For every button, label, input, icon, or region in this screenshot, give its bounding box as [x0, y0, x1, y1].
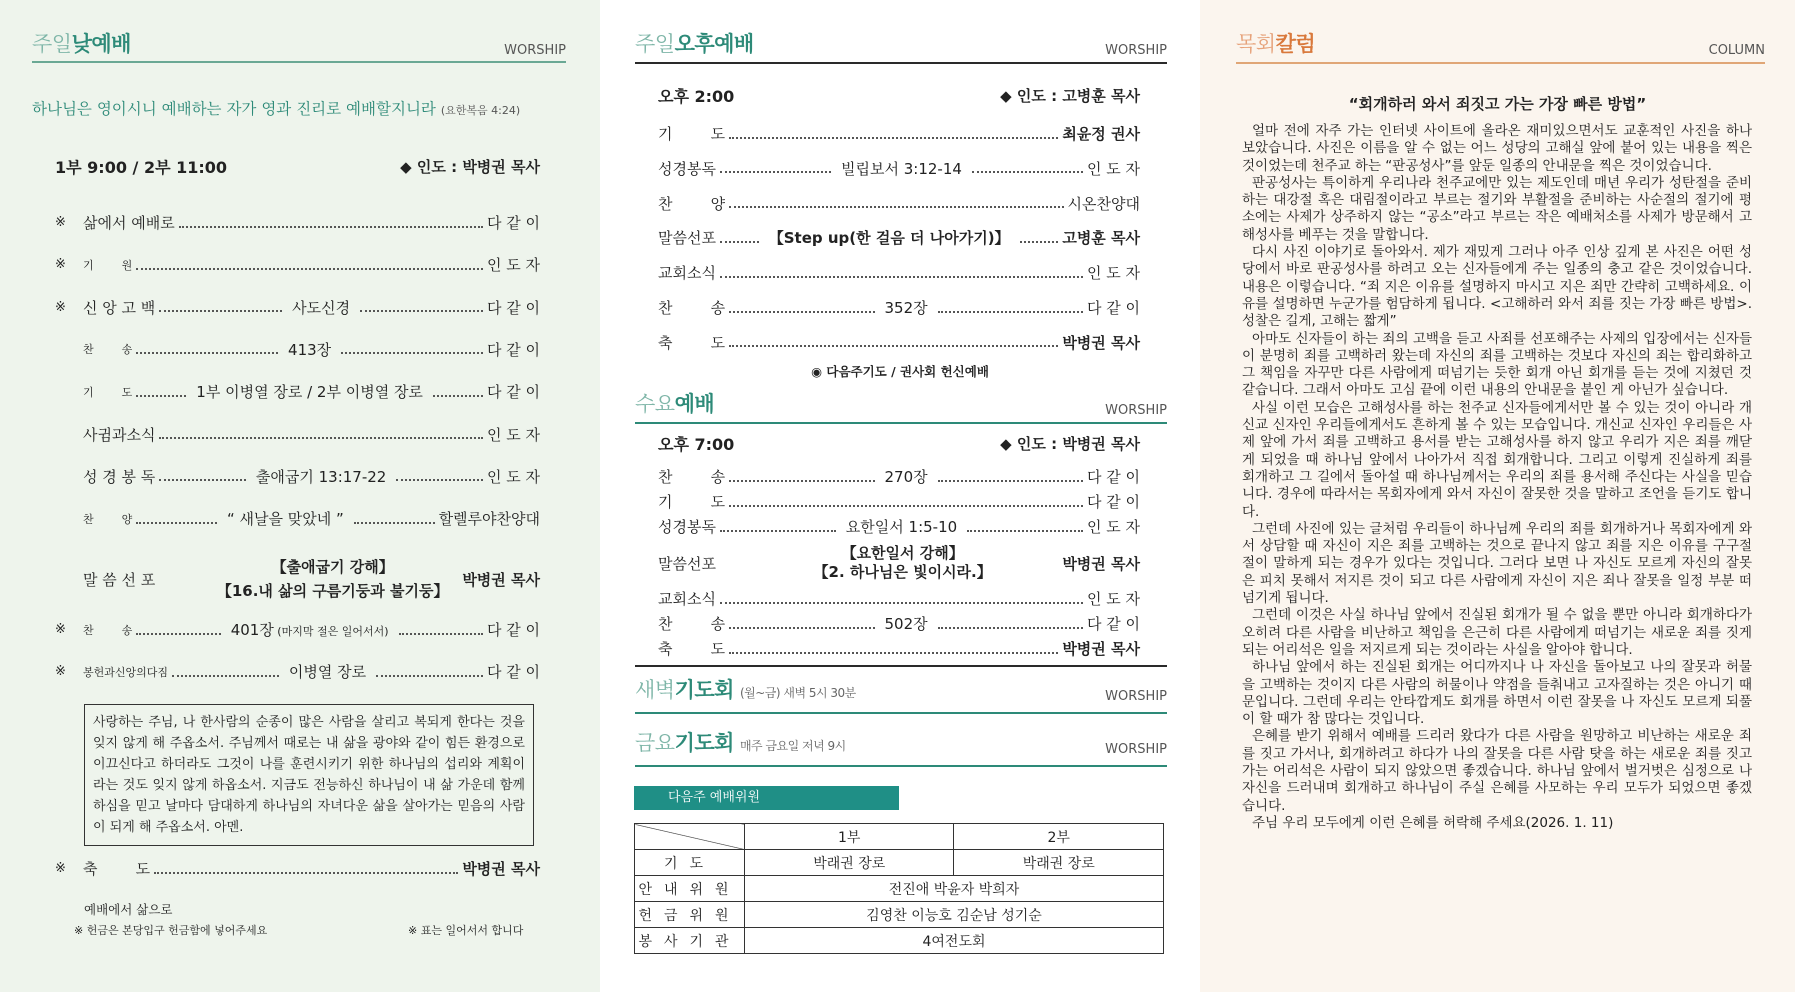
order-row — [658, 638, 1140, 659]
order-label: 말씀선포 — [658, 229, 716, 248]
order-label: 봉헌과신앙의다짐 — [83, 665, 169, 679]
service-time-row — [658, 84, 1140, 107]
order-value: 다 같 이 — [486, 663, 540, 681]
table-row-label: 안내위원 — [635, 876, 745, 902]
column-paragraph: 다시 사진 이야기로 돌아와서. 제가 재밌게 그러나 아주 인상 깊게 본 사진은 어떤 성당에서 바로 판공성사를 하려고 오는 신자들에게 주는 일종의 충고 같은 것이었습니다. 내용은 이렇습니다. “죄 지은 이유를 설명하지 마시고 지은 죄만 간략히 고백하세요. 이유를 설명하면 누군가를 험담하게 됩니다. <고해하러 와서 죄를 짓는 가장 빠른 방법>. 성찰은 길게, 고해는 짧게” — [1242, 244, 1752, 330]
order-row — [658, 466, 1140, 487]
order-label: 성경봉독 — [658, 518, 716, 536]
order-row — [55, 212, 540, 233]
order-label: 찬 송 — [658, 615, 726, 633]
column-paragraph: 그런데 사진에 있는 글처럼 우리들이 하나님께 우리의 죄를 회개하거나 목회자에게 와서 상담할 때 자신이 지은 죄를 고백하는 것으로 끝나지 않고 죄를 지은 이유를 구구절절이 말하게 되는 경우가 있다는 것입니다. 그러다 보면 나 자신도 모르게 자신의 잘못은 피치 못해서 저지른 것이 되고 다른 사람에게 자신이 지은 죄나 잘못을 일정 부분 떠넘기게 됩니다. — [1242, 520, 1752, 607]
order-row — [658, 123, 1140, 144]
sermon-title: 【출애굽기 강해】 【16.내 삶의 구름기둥과 불기둥】 — [216, 558, 449, 600]
order-row — [55, 381, 540, 402]
divider — [635, 62, 1167, 64]
order-row — [55, 508, 540, 529]
section-header — [1236, 28, 1765, 58]
order-value: 다 같 이 — [1087, 299, 1141, 317]
table-row-label: 기도 — [635, 850, 745, 876]
table-header-cell: 2부 — [954, 824, 1164, 850]
order-row — [658, 332, 1140, 353]
column-paragraph: 판공성사는 특이하게 우리나라 천주교에만 있는 제도인데 매년 우리가 성탄절을 준비하는 대강절 혹은 대림절이라고 부르는 절기와 부활절을 준비하는 사순절의 절기에 평소에는 사제가 상주하지 않는 “공소”라고 부르는 작은 예배처소를 사제가 방문해서 고해성사를 베푸는 것을 말합니다. — [1242, 174, 1752, 243]
leader-dots — [729, 652, 1058, 654]
order-row — [55, 339, 540, 360]
leader-dots — [341, 352, 483, 354]
leader-dots — [399, 633, 483, 635]
section-header — [635, 727, 1167, 757]
table-row — [635, 850, 1164, 876]
leader-dots — [729, 345, 1058, 347]
order-label: 찬 송 — [83, 343, 133, 357]
order-label: 기 원 — [83, 258, 133, 272]
order-value: 다 같 이 — [1086, 493, 1140, 511]
order-label: 찬 송 — [83, 623, 133, 637]
leader-dots — [729, 137, 1058, 139]
leader-dots — [729, 505, 1083, 507]
order-label: 축 도 — [83, 860, 151, 878]
leader-dots — [159, 437, 483, 439]
service-time: 오후 2:00 — [658, 87, 735, 106]
leader-dots — [938, 480, 1083, 482]
column-heading: “회개하러 와서 죄짓고 가는 가장 빠른 방법” — [1348, 95, 1647, 113]
order-value: 인 도 자 — [1086, 159, 1140, 178]
leader-dots — [720, 602, 1083, 604]
divider — [635, 665, 1167, 667]
standing-mark: ※ — [55, 622, 66, 637]
order-detail: 1부 이병열 장로 / 2부 이병열 장로 — [196, 383, 423, 402]
column-paragraph: 아마도 신자들이 하는 죄의 고백을 듣고 사죄를 선포해주는 사제의 입장에서는 신자들이 분명히 죄를 고백하러 왔는데 자신의 죄를 고백하는 것보다 자신의 죄는 합리화하고 그 책임을 자꾸만 다른 사람에게 떠넘기는 듯한 회개 아닌 회개를 듣는 것에 지쳤던 것 같습니다. 그래서 아마도 고심 끝에 이런 내용의 안내문을 붙인 게 아닌가 싶습니다. — [1242, 330, 1752, 399]
order-detail: 270장 — [884, 468, 928, 486]
order-detail: 사도신경 — [292, 298, 351, 317]
order-row — [658, 193, 1140, 214]
leader-dots — [136, 395, 186, 397]
divider — [635, 712, 1167, 714]
section-title: 주일오후예배 — [635, 32, 754, 56]
footer-note-standing: ※ 표는 일어서서 합니다 — [408, 924, 524, 937]
sermon-title: 【요한일서 강해】 【2. 하나님은 빛이시라.】 — [813, 544, 992, 581]
order-label: 찬 송 — [658, 468, 726, 486]
order-detail: 401장 (마지막 절은 일어서서) — [230, 621, 389, 639]
divider — [32, 61, 566, 63]
order-value: 고병훈 목사 — [1062, 229, 1141, 248]
leader-dots — [938, 627, 1083, 629]
order-label: 교회소식 — [658, 264, 716, 283]
leader-dots — [729, 311, 874, 313]
order-row — [55, 619, 540, 640]
sunday-worship-panel — [0, 0, 600, 992]
leader-dots — [433, 395, 483, 397]
footer-motto: 예배에서 삶으로 — [84, 902, 173, 917]
section-tag: WORSHIP — [1105, 742, 1167, 757]
service-time: 오후 7:00 — [658, 435, 735, 454]
order-row — [55, 297, 540, 318]
section-header — [32, 28, 566, 58]
leader-dots — [729, 480, 874, 482]
table-cell: 박래권 장로 — [745, 850, 954, 876]
service-leader: ◆ 인도 : 박병권 목사 — [1000, 435, 1140, 453]
order-value: 다 같 이 — [486, 298, 540, 317]
table-cell: 김영찬 이능호 김순남 성기순 — [745, 902, 1164, 928]
service-time-row — [658, 432, 1140, 455]
order-label: 삶에서 예배로 — [83, 214, 175, 232]
leader-dots — [396, 479, 483, 481]
order-value: 인 도 자 — [486, 467, 540, 486]
committee-table — [634, 823, 1164, 954]
table-header-cell: 1부 — [745, 824, 954, 850]
leader-dots — [720, 530, 836, 532]
leader-dots — [179, 226, 483, 228]
order-label: 축 도 — [658, 333, 726, 352]
section-tag: WORSHIP — [1105, 689, 1167, 704]
order-label: 신 앙 고 백 — [83, 298, 156, 317]
order-label: 축 도 — [658, 640, 726, 658]
table-corner-cell — [635, 824, 745, 850]
order-value: 다 같 이 — [1087, 615, 1141, 633]
column-paragraph: 사실 이런 모습은 고해성사를 하는 천주교 신자들에게서만 볼 수 있는 것이 아니라 개신교 신자인 우리들에게서도 흔하게 볼 수 있는 모습입니다. 개신교 신자인 우리들은 사제 앞에 가서 죄를 고백하고 용서를 받는 고해성사를 하지 않고 우리가 지은 죄를 깨닫게 되었을 때 하나님 앞에서 나아가서 직접 회개합니다. 그리고 이렇게 진실하게 죄를 회개하고 그 길에서 돌아설 때 하나님께서는 우리의 죄를 용서해 주신다는 사실을 믿습니다. 경우에 따라서는 목회자에게 와서 자신이 잘못한 것을 말하고 조언을 듣기도 합니다. — [1242, 399, 1752, 520]
leader-dots — [720, 241, 759, 243]
order-row — [55, 254, 540, 275]
service-time-row — [55, 155, 540, 178]
order-label: 말 씀 선 포 — [83, 570, 156, 589]
leader-dots — [159, 479, 246, 481]
pastor-column-panel — [1200, 0, 1795, 992]
standing-mark: ※ — [55, 215, 66, 230]
order-row — [658, 588, 1140, 609]
table-cell: 박래권 장로 — [954, 850, 1164, 876]
standing-mark: ※ — [55, 664, 66, 679]
order-label: 기 도 — [658, 125, 726, 143]
section-tag: WORSHIP — [1105, 43, 1167, 58]
service-leader: ◆ 인도 : 고병훈 목사 — [1000, 87, 1140, 105]
order-value: 인 도 자 — [486, 425, 540, 444]
standing-mark: ※ — [55, 299, 66, 315]
order-row — [658, 158, 1140, 179]
committee-banner: 다음주 예배위원 — [634, 786, 899, 810]
order-label: 성경봉독 — [658, 159, 716, 178]
order-row — [55, 424, 540, 445]
table-row-label: 봉사기관 — [635, 928, 745, 954]
section-tag: WORSHIP — [1105, 403, 1167, 418]
order-value: 인 도 자 — [1086, 264, 1140, 283]
leader-dots — [172, 675, 279, 677]
leader-dots — [729, 206, 1063, 208]
order-value: 박병권 목사 — [1062, 554, 1140, 573]
order-row — [658, 516, 1140, 537]
order-label: 말씀선포 — [658, 554, 716, 573]
order-detail: “ 새날을 맞았네 ” — [227, 510, 344, 529]
order-value: 인 도 자 — [1087, 518, 1141, 536]
order-label: 찬 송 — [658, 299, 726, 317]
table-cell: 4여전도회 — [745, 928, 1164, 954]
service-leader: ◆ 인도 : 박병권 목사 — [400, 158, 540, 176]
leader-dots — [938, 311, 1083, 313]
section-title: 새벽기도회 (월~금) 새벽 5시 30분 — [635, 678, 856, 702]
table-row — [635, 902, 1164, 928]
column-paragraph: 얼마 전에 자주 가는 인터넷 사이트에 올라온 재미있으면서도 교훈적인 사진을 하나 보았습니다. 사진은 이름을 알 수 없는 어느 성당의 고해실 앞에 붙어 있는 내용을 찍은 것이었는데 천주교 하는 “판공성사”를 앞둔 일종의 안내문을 찍은 것이었습니다. — [1242, 123, 1752, 174]
section-title: 목회칼럼 — [1236, 32, 1316, 56]
footer-note-offering: ※ 헌금은 본당입구 헌금함에 넣어주세요 — [74, 924, 268, 937]
section-header — [635, 388, 1167, 418]
section-title: 주일낮예배 — [32, 32, 131, 56]
leader-dots — [360, 310, 483, 312]
order-row — [55, 466, 540, 487]
column-paragraph: 은혜를 받기 위해서 예배를 드리러 왔다가 다른 사람을 원망하고 비난하는 새로운 죄를 짓고 가서나, 회개하려고 하다가 나의 잘못을 다른 사람 탓을 하는 새로운 죄를 짓고 가는 어리석은 사람이 되지 않았으면 좋겠습니다. 하나님 앞에서 벌거벗은 심정으로 나 자신을 드러내며 회개하고 하나님이 주실 은혜를 사모하는 우리 모두가 되었으면 좋겠습니다. — [1242, 728, 1752, 814]
order-value: 박병권 목사 — [1062, 333, 1140, 352]
order-label: 사귐과소식 — [83, 425, 156, 444]
section-header — [635, 28, 1167, 58]
leader-dots — [720, 276, 1083, 278]
column-paragraph: 그런데 이것은 사실 하나님 앞에서 진실된 회개가 될 수 없을 뿐만 아니라 회개하다가 오히려 다른 사람을 비난하고 책임을 은근히 다른 사람에게 떠넘기는 새로운 죄를 짓게 되는 어리석은 일을 저지르게 되는 것이라는 사실을 알아야 합니다. — [1242, 607, 1752, 658]
leader-dots — [136, 352, 278, 354]
order-detail: 요한일서 1:5-10 — [845, 518, 958, 536]
order-label: 기 도 — [658, 493, 726, 511]
leader-dots — [136, 522, 217, 524]
service-time: 1부 9:00 / 2부 11:00 — [55, 158, 228, 177]
order-detail: 352장 — [884, 299, 928, 317]
order-value: 할렐루야찬양대 — [438, 510, 540, 529]
section-header — [635, 674, 1167, 704]
section-title: 금요기도회 매주 금요일 저녁 9시 — [635, 731, 846, 755]
order-detail: 빌립보서 3:12-14 — [841, 159, 962, 178]
sermon-row — [55, 552, 540, 606]
order-value: 다 같 이 — [1087, 468, 1141, 486]
order-label: 찬 양 — [83, 512, 133, 526]
order-detail: 이병열 장로 — [288, 663, 367, 681]
leader-dots — [376, 675, 483, 677]
order-value: 최윤정 권사 — [1062, 125, 1140, 143]
order-value: 시온찬양대 — [1067, 194, 1140, 213]
order-detail: 【Step up(한 걸음 더 나아가기)】 — [768, 229, 1010, 248]
table-row — [635, 876, 1164, 902]
order-row — [658, 262, 1140, 283]
order-value: 박병권 목사 — [1062, 640, 1140, 658]
column-body — [1242, 123, 1752, 832]
order-detail: 413장 — [288, 340, 332, 359]
divider — [635, 765, 1167, 767]
standing-mark: ※ — [55, 257, 66, 273]
order-row — [55, 661, 540, 682]
order-value: 인 도 자 — [1086, 590, 1140, 608]
column-paragraph: 하나님 앞에서 하는 진실된 회개는 어디까지나 나 자신을 돌아보고 나의 잘못과 허물을 고백하는 것이지 다른 사람의 허물이나 약점을 들춰내고 고자질하는 것은 아니기 때문입니다. 그런데 우리는 안타깝게도 회개를 하면서 이런 잘못을 나 자신도 모르게 되풀이 할 때가 참 많다는 것입니다. — [1242, 659, 1752, 728]
order-label: 교회소식 — [658, 590, 716, 608]
order-value: 다 같 이 — [486, 621, 540, 639]
column-paragraph: 주님 우리 모두에게 이런 은혜를 허락해 주세요(2026. 1. 11) — [1252, 814, 1614, 831]
order-row — [658, 227, 1140, 248]
leader-dots — [729, 627, 874, 629]
sermon-row — [658, 543, 1140, 583]
divider — [635, 422, 1167, 424]
leader-dots — [154, 872, 458, 874]
order-value: 박병권 목사 — [462, 860, 540, 878]
order-row — [658, 297, 1140, 318]
table-row — [635, 928, 1164, 954]
leader-dots — [136, 633, 220, 635]
table-row-label: 헌금위원 — [635, 902, 745, 928]
table-cell: 전진애 박윤자 박희자 — [745, 876, 1164, 902]
table-header-row — [635, 824, 1164, 850]
leader-dots — [720, 171, 831, 173]
section-tag: COLUMN — [1708, 43, 1765, 58]
order-value: 다 같 이 — [486, 214, 540, 232]
leader-dots — [354, 522, 435, 524]
order-row — [658, 613, 1140, 634]
scripture-verse: 하나님은 영이시니 예배하는 자가 영과 진리로 예배할지니라 (요한복음 4:24) — [32, 100, 521, 118]
order-label: 찬 양 — [658, 194, 726, 213]
order-label: 성 경 봉 독 — [83, 467, 156, 486]
order-row — [658, 491, 1140, 512]
leader-dots — [159, 310, 282, 312]
leader-dots — [972, 171, 1083, 173]
section-title: 수요예배 — [635, 392, 715, 416]
leader-dots — [967, 530, 1083, 532]
order-value: 박병권 목사 — [462, 570, 540, 589]
leader-dots — [1020, 241, 1059, 243]
order-detail: 502장 — [884, 615, 928, 633]
section-tag: WORSHIP — [504, 43, 566, 58]
divider — [1236, 62, 1765, 64]
next-week-prayer: ◉ 다음주기도 / 권사회 헌신예배 — [811, 364, 989, 379]
order-value: 인 도 자 — [486, 256, 540, 275]
leader-dots — [136, 268, 483, 270]
prayer-box: 사랑하는 주님, 나 한사람의 순종이 많은 사람을 살리고 복되게 한다는 것을 잊지 않게 해 주옵소서. 주님께서 때로는 내 삶을 광야와 같이 힘든 환경으로 이끄신다고 하더라도 그것이 나를 훈련시키기 위한 하나님의 섭리와 계획이라는 것도 잊지 않게 하옵소서. 지금도 전능하신 하나님이 내 삶 가운데 함께 하심을 믿고 날마다 담대하게 하나님의 자녀다운 삶을 살아가는 믿음의 사람이 되게 해 주옵소서. 아멘. — [84, 704, 534, 846]
order-value: 다 같 이 — [487, 383, 541, 402]
benediction-row: ※ 축 도 박병권 목사 — [55, 860, 540, 878]
order-value: 다 같 이 — [486, 340, 540, 359]
order-detail: 출애굽기 13:17-22 — [255, 467, 387, 486]
order-label: 기 도 — [83, 385, 133, 399]
